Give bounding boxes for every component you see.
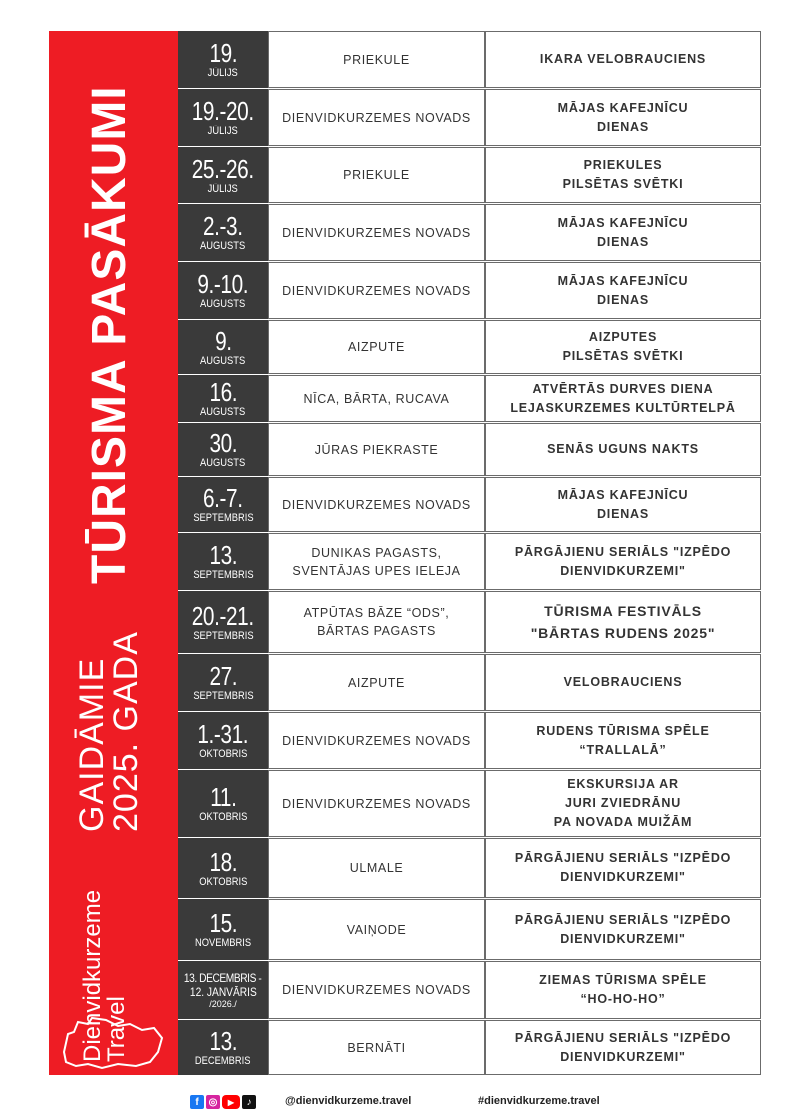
event-month: SEPTEMBRIS	[192, 569, 254, 581]
social-hashtag: #dienvidkurzeme.travel	[478, 1095, 600, 1107]
event-month: SEPTEMBRIS	[192, 690, 254, 702]
event-month: AUGUSTS	[200, 240, 246, 252]
event-place-cell	[268, 770, 485, 837]
event-date	[178, 591, 268, 653]
event-place-cell	[268, 89, 485, 146]
instagram-icon[interactable]: ◎	[206, 1095, 220, 1109]
event-date	[178, 1020, 268, 1075]
event-place-cell	[268, 204, 485, 261]
event-place-cell	[268, 31, 485, 88]
event-name: MĀJAS KAFEJNĪCU DIENAS	[557, 487, 689, 521]
event-name-cell	[485, 770, 761, 837]
event-name: TŪRISMA FESTIVĀLS "BĀRTAS RUDENS 2025"	[530, 603, 716, 641]
event-month: JŪLIJS	[207, 182, 239, 195]
event-day: 1.-31.	[197, 719, 249, 749]
event-place: NĪCA, BĀRTA, RUCAVA	[303, 391, 450, 406]
event-name: PĀRGĀJIENU SERIĀLS "IZPĒDO DIENVIDKURZEMI"	[514, 1030, 732, 1064]
event-date	[178, 375, 268, 422]
event-date	[178, 712, 268, 769]
youtube-icon[interactable]: ▶	[222, 1095, 240, 1109]
event-place: DUNIKAS PAGASTS, SVENTĀJAS UPES IELEJA	[292, 545, 461, 578]
brand-subname: Travel	[103, 996, 130, 1062]
event-place: AIZPUTE	[348, 675, 405, 690]
event-day: 19.	[209, 38, 237, 68]
event-place-cell	[268, 961, 485, 1019]
event-month: AUGUSTS	[200, 457, 246, 469]
event-name: AIZPUTES PILSĒTAS SVĒTKI	[562, 330, 684, 363]
social-handle[interactable]: @dienvidkurzeme.travel	[285, 1095, 412, 1107]
event-place-cell	[268, 375, 485, 422]
event-name: MĀJAS KAFEJNĪCU DIENAS	[557, 273, 689, 307]
event-day: 11.	[209, 782, 237, 812]
event-day: 19.-20.	[192, 96, 254, 126]
event-name-cell	[485, 591, 761, 653]
event-place-cell	[268, 838, 485, 898]
event-place-cell	[268, 1020, 485, 1075]
page-subtitle-line2: 2025. GADA	[107, 631, 145, 832]
facebook-icon[interactable]: f	[190, 1095, 204, 1109]
event-place: PRIEKULE	[343, 52, 410, 67]
event-month: SEPTEMBRIS	[192, 629, 254, 642]
event-date	[178, 770, 268, 837]
event-name-cell	[485, 320, 761, 374]
event-day: 6.-7.	[203, 483, 243, 513]
event-day: 13.	[209, 540, 237, 570]
event-month: AUGUSTS	[200, 406, 246, 418]
event-month: OKTOBRIS	[198, 811, 248, 823]
event-day: 27.	[209, 661, 237, 691]
event-place: JŪRAS PIEKRASTE	[314, 442, 439, 457]
event-place-cell	[268, 477, 485, 532]
event-place-cell	[268, 654, 485, 711]
event-date	[178, 262, 268, 319]
event-name: ZIEMAS TŪRISMA SPĒLE “HO-HO-HO”	[539, 973, 707, 1006]
event-name: MĀJAS KAFEJNĪCU DIENAS	[557, 100, 689, 134]
tiktok-icon[interactable]: ♪	[242, 1095, 256, 1109]
event-date	[178, 477, 268, 532]
event-name: VELOBRAUCIENS	[563, 675, 683, 689]
event-month: OKTOBRIS	[198, 875, 248, 888]
event-date	[178, 961, 268, 1019]
event-date	[178, 654, 268, 711]
event-name: PĀRGĀJIENU SERIĀLS "IZPĒDO DIENVIDKURZEMI"	[514, 912, 732, 946]
event-name-cell	[485, 533, 761, 590]
event-place: VAIŅODE	[346, 922, 407, 937]
event-date	[178, 89, 268, 146]
event-month: AUGUSTS	[200, 298, 246, 310]
event-place: DIENVIDKURZEMES NOVADS	[282, 110, 471, 125]
event-name-cell	[485, 477, 761, 532]
event-name-cell	[485, 423, 761, 476]
event-date	[178, 423, 268, 476]
event-name: IKARA VELOBRAUCIENS	[539, 52, 707, 66]
event-month: AUGUSTS	[200, 354, 246, 367]
event-name-cell	[485, 262, 761, 319]
event-place: DIENVIDKURZEMES NOVADS	[282, 283, 471, 298]
page-title: TŪRISMA PASĀKUMI	[83, 85, 136, 584]
event-name-cell	[485, 961, 761, 1019]
event-place-cell	[268, 899, 485, 960]
event-day: 13.	[209, 1026, 237, 1056]
event-date	[178, 204, 268, 261]
event-name: PĀRGĀJIENU SERIĀLS "IZPĒDO DIENVIDKURZEMI"	[514, 851, 732, 884]
event-place: DIENVIDKURZEMES NOVADS	[282, 497, 471, 512]
event-place-cell	[268, 591, 485, 653]
event-month: JŪLIJS	[207, 125, 239, 137]
event-day: 2.-3.	[203, 211, 243, 241]
event-place: DIENVIDKURZEMES NOVADS	[282, 225, 471, 240]
event-place-cell	[268, 262, 485, 319]
event-day: 9.-10.	[197, 269, 249, 299]
event-year: /2026./	[209, 998, 237, 1009]
event-day: 20.-21.	[192, 600, 254, 631]
event-name: PĀRGĀJIENU SERIĀLS "IZPĒDO DIENVIDKURZEMI"	[514, 544, 732, 578]
event-day: 25.-26.	[192, 153, 254, 184]
event-date	[178, 320, 268, 374]
event-date	[178, 533, 268, 590]
event-date	[178, 31, 268, 88]
event-place: ATPŪTAS BĀZE “ODS”, BĀRTAS PAGASTS	[303, 606, 450, 638]
event-day: 18.	[209, 846, 237, 877]
event-name: MĀJAS KAFEJNĪCU DIENAS	[557, 215, 689, 249]
event-place-cell	[268, 533, 485, 590]
event-date	[178, 147, 268, 203]
event-place-cell	[268, 147, 485, 203]
event-name-cell	[485, 204, 761, 261]
event-name-cell	[485, 147, 761, 203]
event-place: BERNĀTI	[347, 1040, 406, 1055]
event-day: 16.	[209, 377, 237, 407]
event-name-cell	[485, 89, 761, 146]
event-place: DIENVIDKURZEMES NOVADS	[282, 983, 471, 997]
event-name: EKSKURSIJA AR JURI ZVIEDRĀNU PA NOVADA MUIŽĀM	[553, 777, 693, 829]
event-month: OKTOBRIS	[198, 748, 248, 760]
social-icons	[190, 1092, 256, 1112]
event-place: DIENVIDKURZEMES NOVADS	[282, 796, 471, 811]
event-name: RUDENS TŪRISMA SPĒLE “TRALLALĀ”	[536, 723, 710, 757]
region-map-icon	[58, 1012, 170, 1072]
event-name-cell	[485, 1020, 761, 1075]
event-name-cell	[485, 899, 761, 960]
event-name-cell	[485, 712, 761, 769]
event-name-cell	[485, 375, 761, 422]
event-day: 30.	[209, 428, 237, 458]
event-place: ULMALE	[349, 861, 404, 875]
brand-name: Dienvidkurzeme	[79, 889, 106, 1062]
event-place: DIENVIDKURZEMES NOVADS	[282, 733, 471, 748]
event-place: PRIEKULE	[343, 168, 410, 182]
event-date	[178, 899, 268, 960]
event-day: 15.	[209, 908, 237, 938]
event-day: 9.	[214, 325, 232, 356]
page-subtitle-line1: GAIDĀMIE	[73, 657, 111, 832]
event-day: 13. DECEMBRIS -	[184, 970, 262, 985]
event-month: SEPTEMBRIS	[192, 512, 254, 524]
event-name-cell	[485, 31, 761, 88]
event-month: 12. JANVĀRIS	[189, 984, 257, 999]
event-name: ATVĒRTĀS DURVES DIENA LEJASKURZEMES KULTŪRTELPĀ	[510, 381, 736, 415]
event-name-cell	[485, 654, 761, 711]
event-place-cell	[268, 423, 485, 476]
event-name-cell	[485, 838, 761, 898]
event-name: SENĀS UGUNS NAKTS	[547, 442, 699, 456]
event-place-cell	[268, 712, 485, 769]
event-name: PRIEKULES PILSĒTAS SVĒTKI	[562, 158, 684, 191]
event-month: JŪLIJS	[207, 67, 239, 79]
event-date	[178, 838, 268, 898]
event-month: NOVEMBRIS	[194, 937, 252, 949]
event-month: DECEMBRIS	[195, 1055, 251, 1067]
event-place: AIZPUTE	[348, 340, 405, 354]
event-place-cell	[268, 320, 485, 374]
